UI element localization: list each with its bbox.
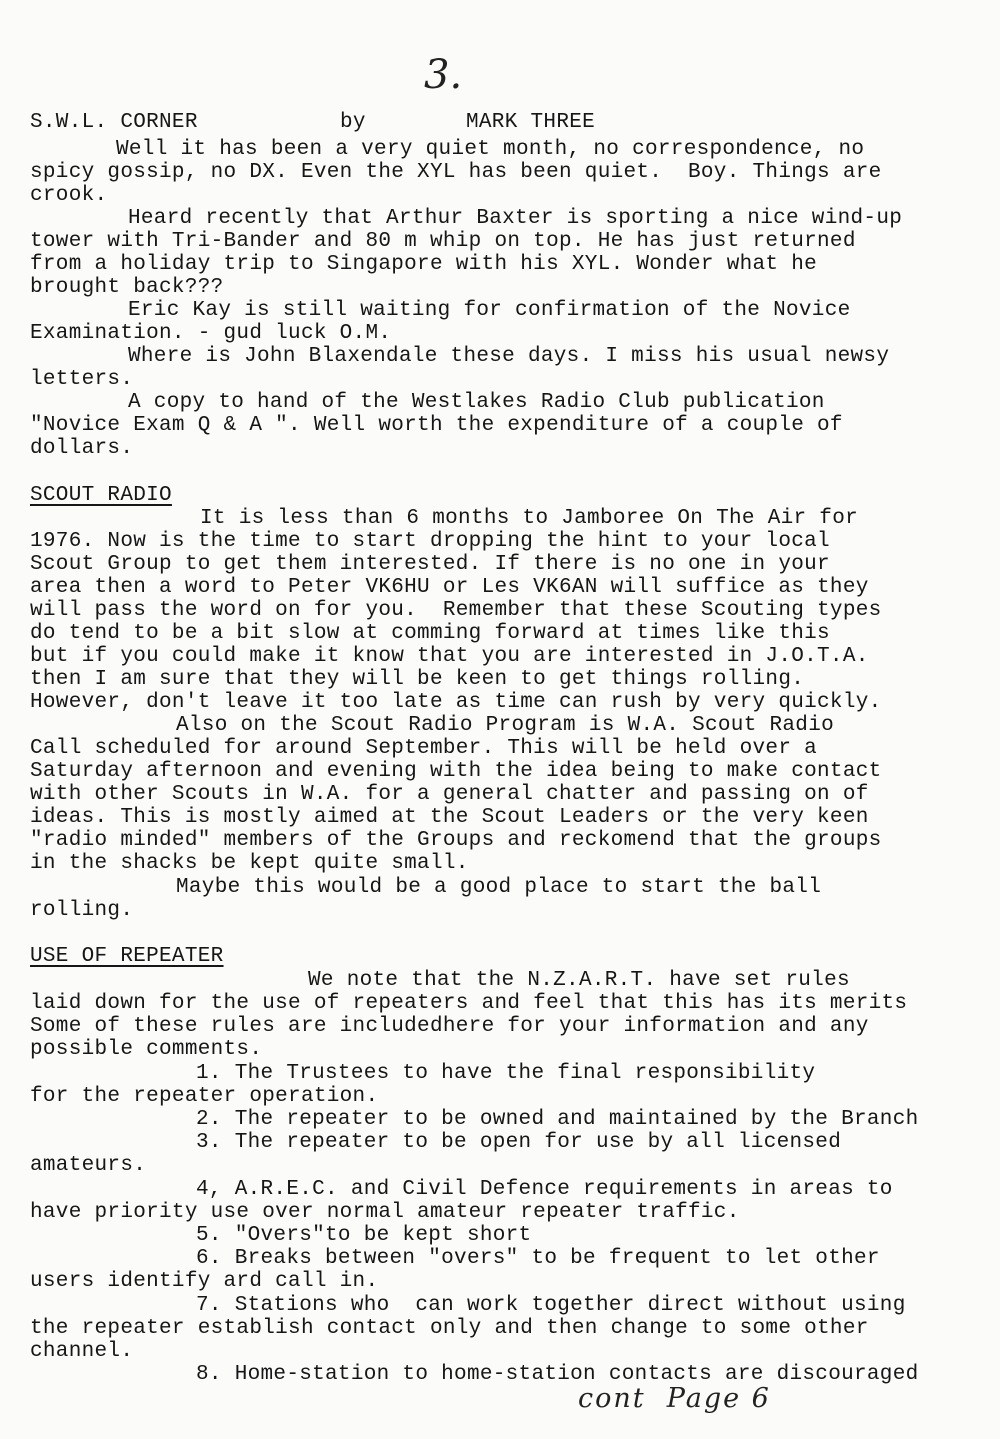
repeater-line: users identify ard call in. xyxy=(30,1270,379,1293)
scout-line: with other Scouts in W.A. for a general chatter and passing on of xyxy=(30,783,869,806)
scout-line: area then a word to Peter VK6HU or Les VK6AN will suffice as they xyxy=(30,576,869,599)
swl-line: Where is John Blaxendale these days. I miss his usual newsy xyxy=(128,345,890,368)
scout-line: It is less than 6 months to Jamboree On The Air for xyxy=(200,507,859,530)
repeater-rule-item: 4, A.R.E.C. and Civil Defence requirements in areas to xyxy=(196,1178,893,1201)
scout-line: "radio minded" members of the Groups and reckomend that the groups xyxy=(30,829,882,852)
repeater-line: the repeater establish contact only and then change to some other xyxy=(30,1317,869,1340)
scout-line: 1976. Now is the time to start dropping the hint to your local xyxy=(30,530,830,553)
swl-line: from a holiday trip to Singapore with his XYL. Wonder what he xyxy=(30,253,818,276)
repeater-line: We note that the N.Z.A.R.T. have set rules xyxy=(308,969,850,992)
repeater-line: laid down for the use of repeaters and feel that this has its merits xyxy=(30,992,908,1015)
repeater-rule-item: 3. The repeater to be open for use by all licensed xyxy=(196,1131,842,1154)
scout-line: but if you could make it know that you are interested in J.O.T.A. xyxy=(30,645,869,668)
repeater-line: possible comments. xyxy=(30,1038,263,1061)
swl-line: Heard recently that Arthur Baxter is sporting a nice wind-up xyxy=(128,207,903,230)
scout-line: However, don't leave it too late as time can rush by very quickly. xyxy=(30,691,882,714)
swl-line: spicy gossip, no DX. Even the XYL has been quiet. Boy. Things are xyxy=(30,161,882,184)
repeater-heading: USE OF REPEATER xyxy=(30,945,224,968)
swl-line: tower with Tri-Bander and 80 m whip on top. He has just returned xyxy=(30,230,856,253)
page-number: 3. xyxy=(424,52,463,98)
swl-byline: by xyxy=(340,111,366,134)
scout-line: then I am sure that they will be keen to get things rolling. xyxy=(30,668,805,691)
repeater-rule-item: 5. "Overs"to be kept short xyxy=(196,1224,532,1247)
scout-line: Maybe this would be a good place to start the ball xyxy=(176,876,822,899)
swl-line: A copy to hand of the Westlakes Radio Club publication xyxy=(128,391,825,414)
repeater-rule-item: 6. Breaks between "overs" to be frequent to let other xyxy=(196,1247,880,1270)
scout-line: Saturday afternoon and evening with the idea being to make contact xyxy=(30,760,882,783)
swl-line: "Novice Exam Q & A ". Well worth the expenditure of a couple of xyxy=(30,414,843,437)
repeater-rule-item: 7. Stations who can work together direct without using xyxy=(196,1294,906,1317)
scout-line: rolling. xyxy=(30,899,134,922)
repeater-line: amateurs. xyxy=(30,1154,147,1177)
repeater-rule-item: 1. The Trustees to have the final responsibility xyxy=(196,1062,816,1085)
swl-author: MARK THREE xyxy=(466,111,596,134)
scout-line: Call scheduled for around September. This will be held over a xyxy=(30,737,818,760)
swl-line: Well it has been a very quiet month, no correspondence, no xyxy=(116,138,865,161)
scout-line: ideas. This is mostly aimed at the Scout Leaders or the very keen xyxy=(30,806,869,829)
repeater-line: for the repeater operation. xyxy=(30,1085,379,1108)
scout-line: in the shacks be kept quite small. xyxy=(30,852,469,875)
scout-line: Scout Group to get them interested. If there is no one in your xyxy=(30,553,830,576)
swl-heading: S.W.L. CORNER xyxy=(30,111,198,134)
swl-line: Examination. - gud luck O.M. xyxy=(30,322,392,345)
swl-line: Eric Kay is still waiting for confirmation of the Novice xyxy=(128,299,851,322)
repeater-rule-item: 2. The repeater to be owned and maintained by the Branch xyxy=(196,1108,919,1131)
scout-line: will pass the word on for you. Remember that these Scouting types xyxy=(30,599,882,622)
repeater-line: Some of these rules are includedhere for your information and any xyxy=(30,1015,869,1038)
repeater-line: have priority use over normal amateur repeater traffic. xyxy=(30,1201,740,1224)
continuation-note: cont Page 6 xyxy=(578,1383,771,1414)
swl-line: crook. xyxy=(30,184,108,207)
scout-heading: SCOUT RADIO xyxy=(30,484,172,507)
repeater-rule-item: 8. Home-station to home-station contacts are discouraged xyxy=(196,1363,919,1386)
repeater-line: channel. xyxy=(30,1340,134,1363)
swl-line: letters. xyxy=(30,368,134,391)
scout-line: do tend to be a bit slow at comming forward at times like this xyxy=(30,622,830,645)
scout-line: Also on the Scout Radio Program is W.A. Scout Radio xyxy=(176,714,835,737)
swl-line: dollars. xyxy=(30,437,134,460)
swl-line: brought back??? xyxy=(30,276,224,299)
